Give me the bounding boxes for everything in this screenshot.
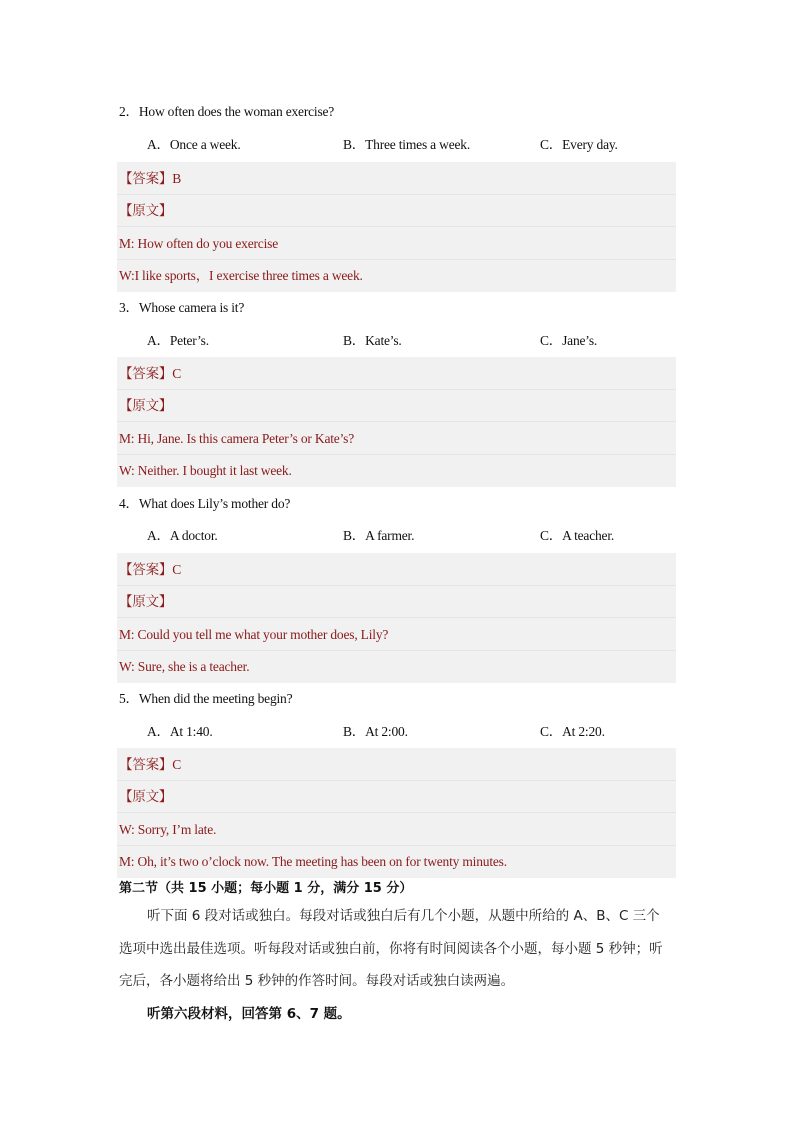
question-3-options bbox=[147, 331, 667, 351]
question-2-title: 2．How often does the woman exercise? bbox=[119, 104, 335, 119]
divider bbox=[117, 454, 676, 455]
divider bbox=[117, 585, 676, 586]
option-b: B．At 2:00. bbox=[343, 724, 408, 739]
answer-label: 【答案】 bbox=[119, 366, 173, 382]
answer-line bbox=[119, 359, 676, 389]
original-label: 【原文】 bbox=[119, 203, 173, 219]
answer-label: 【答案】 bbox=[119, 562, 173, 578]
original-label: 【原文】 bbox=[119, 789, 173, 805]
divider bbox=[117, 389, 676, 390]
option-b: B．Kate’s. bbox=[343, 333, 402, 348]
divider bbox=[117, 421, 676, 422]
answer-line bbox=[119, 555, 676, 585]
instructions-line: 选项中选出最佳选项。听每段对话或独白前，你将有时间阅读各个小题，每小题 5 秒钟；听 bbox=[119, 941, 663, 957]
divider bbox=[117, 780, 676, 781]
transcript-line: W: Sure, she is a teacher. bbox=[119, 659, 250, 674]
transcript-line: W:I like sports，I exercise three times a week. bbox=[119, 268, 363, 283]
question-2-options bbox=[147, 135, 667, 155]
original-label: 【原文】 bbox=[119, 594, 173, 610]
answer-value: C bbox=[172, 562, 182, 577]
answer-block-2 bbox=[117, 162, 676, 292]
option-b: B．A farmer. bbox=[343, 528, 415, 543]
original-label-line bbox=[119, 782, 676, 812]
option-a: A．At 1:40. bbox=[147, 724, 213, 739]
divider bbox=[117, 259, 676, 260]
option-a: A．Once a week. bbox=[147, 137, 241, 152]
answer-label: 【答案】 bbox=[119, 757, 173, 773]
answer-label: 【答案】 bbox=[119, 171, 173, 187]
answer-value: C bbox=[172, 757, 182, 772]
answer-line bbox=[119, 164, 676, 194]
option-c: C．At 2:20. bbox=[540, 724, 605, 739]
option-b: B．Three times a week. bbox=[343, 137, 471, 152]
question-5-title: 5．When did the meeting begin? bbox=[119, 691, 293, 706]
transcript-line: W: Neither. I bought it last week. bbox=[119, 463, 292, 478]
section-instruction: 听第六段材料，回答第 6、7 题。 bbox=[147, 1006, 351, 1022]
option-a: A．A doctor. bbox=[147, 528, 218, 543]
divider bbox=[117, 812, 676, 813]
divider bbox=[117, 617, 676, 618]
transcript-line: M: Could you tell me what your mother does, Lily? bbox=[119, 627, 389, 642]
question-3-title: 3．Whose camera is it? bbox=[119, 300, 245, 315]
question-4-title: 4．What does Lily’s mother do? bbox=[119, 496, 291, 511]
transcript-line: M: Hi, Jane. Is this camera Peter’s or Kate’s? bbox=[119, 431, 354, 446]
answer-value: B bbox=[172, 171, 182, 186]
answer-block-3 bbox=[117, 357, 676, 487]
option-c: C．Every day. bbox=[540, 137, 618, 152]
original-label-line bbox=[119, 587, 676, 617]
option-a: A．Peter’s. bbox=[147, 333, 209, 348]
option-c: C．Jane’s. bbox=[540, 333, 598, 348]
divider bbox=[117, 845, 676, 846]
answer-line bbox=[119, 750, 676, 780]
divider bbox=[117, 194, 676, 195]
transcript-line: M: Oh, it’s two o’clock now. The meeting has been on for twenty minutes. bbox=[119, 854, 507, 869]
transcript-line: M: How often do you exercise bbox=[119, 236, 278, 251]
instructions-line: 听下面 6 段对话或独白。每段对话或独白后有几个小题，从题中所给的 A、B、C 三个 bbox=[147, 908, 660, 924]
answer-block-5 bbox=[117, 748, 676, 878]
question-4-options bbox=[147, 526, 667, 546]
transcript-line: W: Sorry, I’m late. bbox=[119, 822, 217, 837]
divider bbox=[117, 650, 676, 651]
answer-value: C bbox=[172, 366, 182, 381]
answer-block-4 bbox=[117, 553, 676, 683]
question-5-options bbox=[147, 722, 667, 742]
original-label-line bbox=[119, 391, 676, 421]
option-c: C．A teacher. bbox=[540, 528, 615, 543]
divider bbox=[117, 226, 676, 227]
instructions-line: 完后，各小题将给出 5 秒钟的作答时间。每段对话或独白读两遍。 bbox=[119, 973, 515, 989]
original-label: 【原文】 bbox=[119, 398, 173, 414]
original-label-line bbox=[119, 196, 676, 226]
section-heading: 第二节（共 15 小题；每小题 1 分，满分 15 分） bbox=[119, 881, 413, 896]
